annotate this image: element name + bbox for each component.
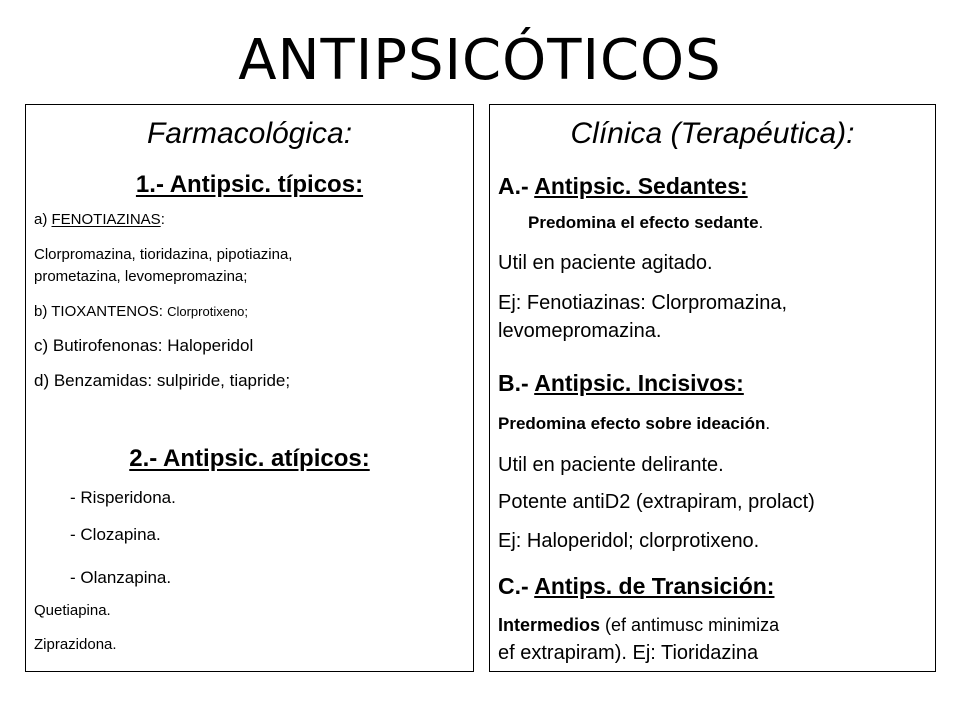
transition-prefix: C.- [498, 573, 535, 599]
sedatives-example-2: levomepromazina. [498, 320, 662, 342]
benzamides-line: d) Benzamidas: sulpiride, tiapride; [34, 371, 291, 390]
sedatives-bold-text: Predomina el efecto sedante [528, 213, 759, 232]
thioxanthenes-label: b) TIOXANTENOS: [34, 303, 168, 320]
sedatives-predominant [528, 211, 763, 235]
incisive-bold-end: . [765, 414, 771, 433]
transition-bold: Intermedios [498, 615, 601, 635]
pharmacological-heading: Farmacológica: [146, 117, 353, 150]
incisive-predominant [498, 412, 770, 436]
incisive-label: Antipsic. Incisivos: [534, 370, 744, 396]
phenothiazines-drugs-2: prometazina, levomepromazina; [34, 268, 248, 285]
phenothiazines-line [34, 209, 165, 231]
incisive-example: Ej: Haloperidol; clorprotixeno. [498, 530, 760, 552]
clinical-panel [489, 104, 936, 672]
extra-item: Quetiapina. [34, 602, 111, 619]
sedatives-example-1: Ej: Fenotiazinas: Clorpromazina, [498, 292, 788, 314]
phenothiazines-label: FENOTIAZINAS [51, 211, 161, 228]
sedatives-header [498, 171, 748, 201]
a-suffix: : [160, 211, 165, 228]
thioxanthenes-line [34, 301, 248, 323]
transition-line-1 [498, 613, 779, 637]
atypical-header: 2.- Antipsic. atípicos: [129, 445, 370, 472]
a-prefix: a) [34, 211, 52, 228]
butyrophenones-line: c) Butirofenonas: Haloperidol [34, 336, 254, 355]
incisive-bold-text: Predomina efecto sobre ideación [498, 414, 766, 433]
incisive-potency: Potente antiD2 (extrapiram, prolact) [498, 491, 815, 513]
incisive-prefix: B.- [498, 370, 535, 396]
transition-line-2: ef extrapiram). Ej: Tioridazina [498, 642, 759, 664]
sedatives-bold-end: . [758, 213, 764, 232]
extra-item: Ziprazidona. [34, 636, 117, 653]
sedatives-prefix: A.- [498, 173, 535, 199]
transition-header [498, 571, 774, 601]
thioxanthenes-drug: Clorprotixeno; [167, 304, 249, 319]
transition-rest: (ef antimusc minimiza [600, 615, 780, 635]
transition-label: Antips. de Transición: [534, 573, 775, 599]
atypical-item: - Olanzapina. [70, 568, 172, 587]
phenothiazines-drugs-1: Clorpromazina, tioridazina, pipotiazina, [34, 246, 293, 263]
incisive-use: Util en paciente delirante. [498, 454, 724, 476]
incisive-header [498, 368, 744, 398]
sedatives-use: Util en paciente agitado. [498, 252, 713, 274]
atypical-item: - Risperidona. [70, 488, 176, 507]
atypical-item: - Clozapina. [70, 525, 161, 544]
clinical-heading: Clínica (Terapéutica): [570, 117, 855, 150]
page-title: ANTIPSICÓTICOS [238, 28, 722, 93]
pharmacological-panel [25, 104, 474, 672]
typical-header: 1.- Antipsic. típicos: [135, 171, 364, 198]
sedatives-label: Antipsic. Sedantes: [534, 173, 748, 199]
